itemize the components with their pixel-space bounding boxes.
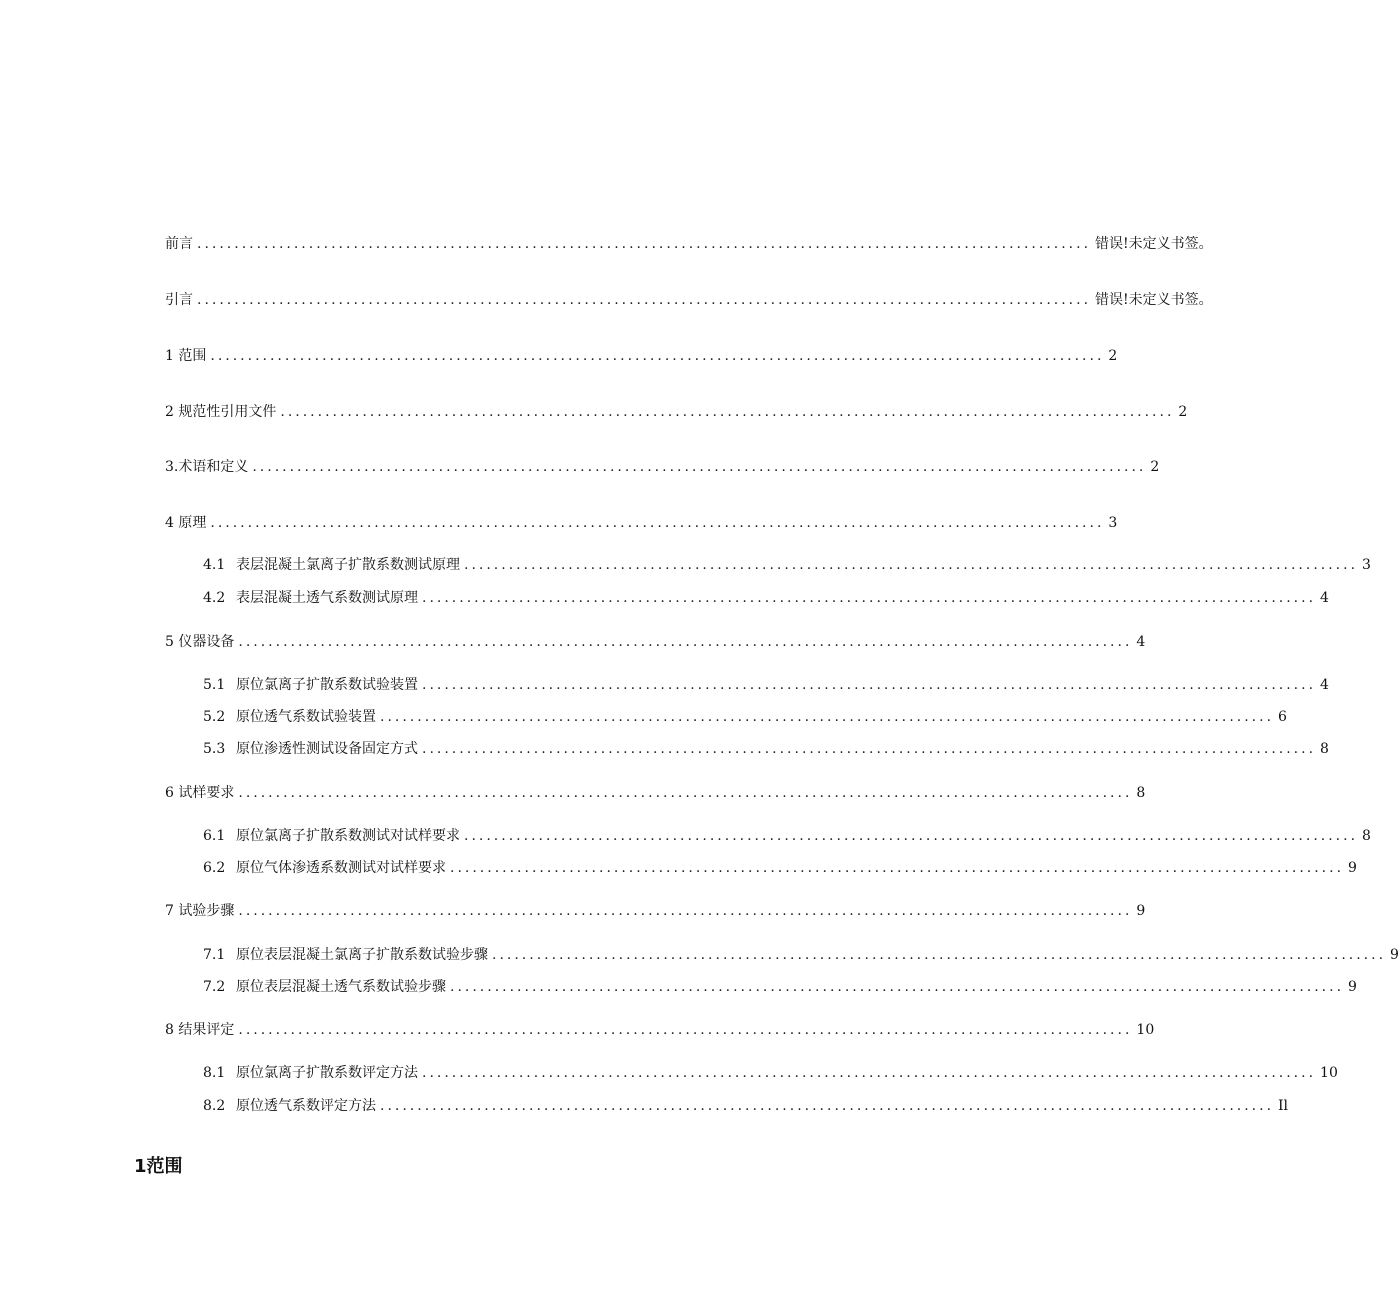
toc-entry-title: 试样要求 xyxy=(178,785,235,801)
toc-entry-number: 1 xyxy=(165,348,174,364)
toc-entry-number: 6 xyxy=(165,785,174,801)
toc-entry-number: 8.1 xyxy=(203,1065,226,1081)
toc-entry-6-1[interactable] xyxy=(203,825,1371,847)
toc-entry-5-2[interactable] xyxy=(203,706,1287,728)
toc-entry-number: 4.1 xyxy=(203,557,226,573)
toc-entry-title: 原位气体渗透系数测试对试样要求 xyxy=(236,860,446,876)
toc-entry-page: 3 xyxy=(1108,515,1118,531)
toc-entry-page: 10 xyxy=(1320,1065,1338,1081)
toc-entry-number: 3. xyxy=(165,459,179,475)
toc-entry-page: 9 xyxy=(1136,903,1146,919)
toc-entry-page: 错误!未定义书签。 xyxy=(1095,236,1213,252)
toc-entry-page: 2 xyxy=(1178,404,1188,420)
toc-leader-dots: ........................................................................................................................ xyxy=(197,236,1092,252)
toc-entry-number: 2 xyxy=(165,404,174,420)
toc-entry-number: 6.1 xyxy=(203,828,226,844)
toc-entry-page: 9 xyxy=(1348,860,1357,876)
toc-leader-dots: ........................................................................................................................ xyxy=(422,741,1317,757)
toc-entry-5-1[interactable] xyxy=(203,674,1329,696)
toc-leader-dots: ........................................................................................................................ xyxy=(238,1022,1133,1038)
toc-entry-title: 术语和定义 xyxy=(178,459,249,475)
toc-entry-introduction[interactable] xyxy=(165,289,1213,311)
toc-entry-number: 8 xyxy=(165,1022,174,1038)
toc-entry-number: 7 xyxy=(165,903,174,919)
toc-entry-title: 原位渗透性测试设备固定方式 xyxy=(236,741,418,757)
toc-entry-title: 原位氯离子扩散系数测试对试样要求 xyxy=(236,828,460,844)
toc-leader-dots: ........................................................................................................................ xyxy=(450,979,1345,995)
toc-leader-dots: ........................................................................................................................ xyxy=(238,634,1133,650)
toc-entry-page: 10 xyxy=(1136,1022,1155,1038)
toc-entry-2[interactable] xyxy=(165,401,1188,423)
toc-entry-5-3[interactable] xyxy=(203,738,1329,760)
toc-entry-page: 2 xyxy=(1108,348,1118,364)
toc-entry-7-2[interactable] xyxy=(203,976,1357,998)
toc-leader-dots: ........................................................................................................................ xyxy=(238,785,1133,801)
toc-entry-foreword[interactable] xyxy=(165,233,1213,255)
toc-entry-title: 原理 xyxy=(178,515,207,531)
toc-entry-title: 试验步骤 xyxy=(178,903,235,919)
toc-leader-dots: ........................................................................................................................ xyxy=(210,348,1105,364)
toc-entry-number: 5.1 xyxy=(203,677,226,693)
toc-leader-dots: ........................................................................................................................ xyxy=(422,1065,1317,1081)
toc-leader-dots: ........................................................................................................................ xyxy=(422,590,1317,606)
toc-entry-title: 仪器设备 xyxy=(178,634,235,650)
toc-entry-number: 4.2 xyxy=(203,590,226,606)
toc-entry-number: 5 xyxy=(165,634,174,650)
toc-entry-title: 规范性引用文件 xyxy=(178,404,277,420)
toc-entry-title: 原位氯离子扩散系数评定方法 xyxy=(236,1065,418,1081)
toc-leader-dots: ........................................................................................................................ xyxy=(380,1098,1275,1114)
toc-leader-dots: ........................................................................................................................ xyxy=(210,515,1105,531)
toc-entry-title: 前言 xyxy=(165,236,193,252)
toc-entry-3[interactable] xyxy=(165,456,1160,478)
toc-leader-dots: ........................................................................................................................ xyxy=(380,709,1275,725)
toc-entry-number: 8.2 xyxy=(203,1098,226,1114)
toc-leader-dots: ........................................................................................................................ xyxy=(252,459,1147,475)
toc-entry-4[interactable] xyxy=(165,512,1118,534)
toc-leader-dots: ........................................................................................................................ xyxy=(464,828,1359,844)
toc-leader-dots: ........................................................................................................................ xyxy=(238,903,1133,919)
toc-entry-page: 6 xyxy=(1278,709,1287,725)
toc-entry-page: 9 xyxy=(1390,947,1399,963)
toc-entry-8[interactable] xyxy=(165,1019,1155,1041)
toc-entry-title: 范围 xyxy=(178,348,207,364)
toc-entry-page: Il xyxy=(1278,1098,1289,1114)
toc-leader-dots: ........................................................................................................................ xyxy=(464,557,1359,573)
toc-entry-title: 原位氯离子扩散系数试验装置 xyxy=(236,677,418,693)
toc-entry-8-2[interactable] xyxy=(203,1095,1289,1117)
toc-entry-page: 错误!未定义书签。 xyxy=(1095,292,1213,308)
toc-leader-dots: ........................................................................................................................ xyxy=(492,947,1387,963)
toc-entry-6[interactable] xyxy=(165,782,1146,804)
toc-entry-7[interactable] xyxy=(165,900,1146,922)
toc-entry-title: 表层混凝土氯离子扩散系数测试原理 xyxy=(236,557,460,573)
section-heading-scope: 1范围 xyxy=(134,1156,183,1177)
toc-entry-page: 4 xyxy=(1136,634,1146,650)
toc-entry-title: 原位表层混凝土透气系数试验步骤 xyxy=(236,979,446,995)
toc-entry-title: 引言 xyxy=(165,292,193,308)
toc-entry-page: 3 xyxy=(1362,557,1371,573)
toc-entry-number: 7.2 xyxy=(203,979,226,995)
toc-entry-1[interactable] xyxy=(165,345,1118,367)
toc-entry-page: 8 xyxy=(1362,828,1371,844)
toc-entry-title: 原位透气系数评定方法 xyxy=(236,1098,376,1114)
toc-entry-4-2[interactable] xyxy=(203,587,1329,609)
toc-entry-page: 4 xyxy=(1320,590,1329,606)
toc-entry-8-1[interactable] xyxy=(203,1062,1338,1084)
toc-entry-page: 4 xyxy=(1320,677,1329,693)
toc-entry-number: 4 xyxy=(165,515,174,531)
toc-entry-page: 2 xyxy=(1150,459,1160,475)
toc-entry-number: 6.2 xyxy=(203,860,226,876)
toc-entry-number: 5.3 xyxy=(203,741,226,757)
toc-entry-number: 5.2 xyxy=(203,709,226,725)
toc-entry-page: 9 xyxy=(1348,979,1357,995)
toc-leader-dots: ........................................................................................................................ xyxy=(197,292,1092,308)
toc-leader-dots: ........................................................................................................................ xyxy=(280,404,1175,420)
toc-entry-title: 结果评定 xyxy=(178,1022,235,1038)
toc-entry-6-2[interactable] xyxy=(203,857,1357,879)
toc-entry-number: 7.1 xyxy=(203,947,226,963)
toc-leader-dots: ........................................................................................................................ xyxy=(450,860,1345,876)
toc-entry-page: 8 xyxy=(1136,785,1146,801)
toc-entry-title: 原位透气系数试验装置 xyxy=(236,709,376,725)
toc-entry-page: 8 xyxy=(1320,741,1329,757)
toc-leader-dots: ........................................................................................................................ xyxy=(422,677,1317,693)
toc-entry-5[interactable] xyxy=(165,631,1146,653)
toc-entry-title: 原位表层混凝土氯离子扩散系数试验步骤 xyxy=(236,947,488,963)
toc-entry-title: 表层混凝土透气系数测试原理 xyxy=(236,590,418,606)
toc-entry-7-1[interactable] xyxy=(203,944,1399,966)
toc-entry-4-1[interactable] xyxy=(203,554,1371,576)
